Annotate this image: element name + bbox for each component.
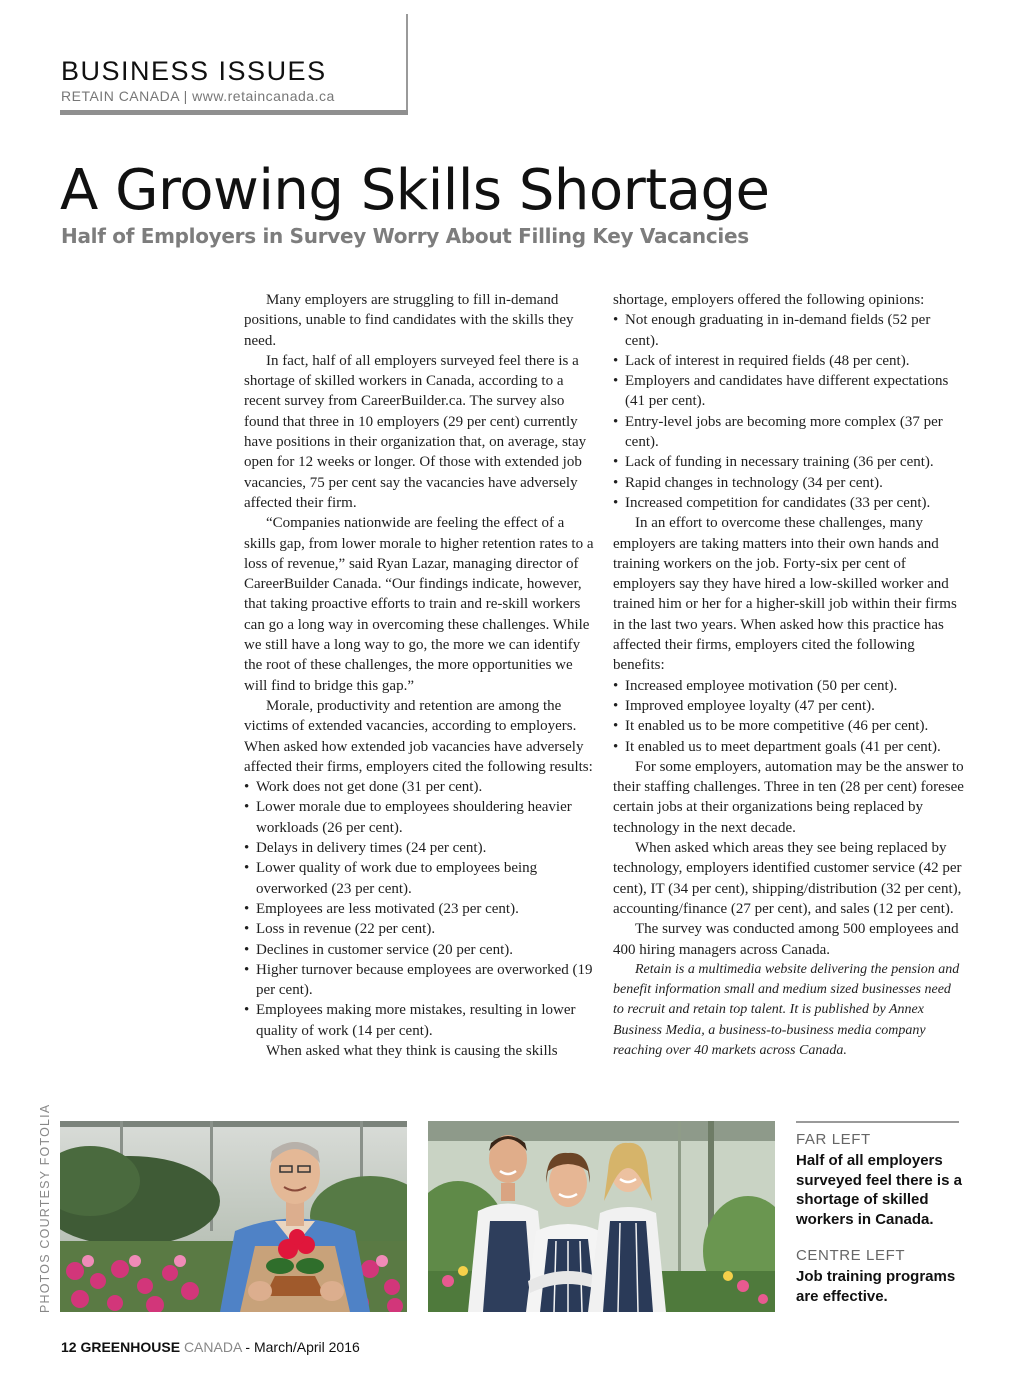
magazine-name: GREENHOUSE <box>80 1339 181 1355</box>
list-item: • Not enough graduating in in-demand fields (52 per cent). <box>613 310 965 351</box>
list-item: • Loss in revenue (22 per cent). <box>244 919 594 939</box>
paragraph: When asked what they think is causing the skills <box>266 1042 558 1059</box>
list-item: • Higher turnover because employees are overworked (19 per cent). <box>244 960 594 1001</box>
paragraph: In fact, half of all employers surveyed feel there is a shortage of skilled workers in Canada, according to a recent survey from CareerBuilder.ca. The survey also found that three in 10 employers (29 per cent) currently have positions in their organization that, on average, stay open for 12 weeks or longer. Of those with extended job vacancies, 75 per cent say the vacancies have adversely affected their firm. <box>244 352 587 511</box>
list-item: • Declines in customer service (20 per cent). <box>244 940 594 960</box>
list-item: • Increased competition for candidates (33 per cent). <box>613 493 965 513</box>
bullet-list <box>613 676 965 757</box>
page-number: 12 <box>61 1339 77 1355</box>
paragraph: In an effort to overcome these challenges, many employers are taking matters into their own hands and training workers on the job. Forty-six per cent of employers say they have hired a low-skilled worker and trained him or her for a higher-skill job within their firms in the last two years. When asked how this practice has affected their firms, employers cited the following benefits: <box>613 515 957 674</box>
magazine-name-suffix: CANADA <box>183 1339 242 1355</box>
list-item: • Lack of funding in necessary training (36 per cent). <box>613 452 965 472</box>
list-item: • Improved employee loyalty (47 per cent). <box>613 696 965 716</box>
author-bio: Retain is a multimedia website delivering the pension and benefit information small and medium sized businesses need to recruit and retain top talent. It is published by Annex Business Media, a business-to-business media company reaching over 40 markets across Canada. <box>613 961 960 1058</box>
caption-text-centre-left: Job training programs are effective. <box>796 1268 956 1305</box>
photo-greenhouse-worker <box>60 1121 407 1312</box>
list-item: • Employees are less motivated (23 per cent). <box>244 899 594 919</box>
list-item: • Work does not get done (31 per cent). <box>244 777 594 797</box>
caption-text-far-left: Half of all employers surveyed feel there is a shortage of skilled workers in Canada. <box>796 1152 962 1228</box>
young-workers-illustration <box>428 1121 775 1312</box>
photo-credit: PHOTOS COURTESY FOTOLIA <box>38 1103 52 1313</box>
list-item: • Employees making more mistakes, resulting in lower quality of work (14 per cent). <box>244 1000 594 1041</box>
list-item: • Entry-level jobs are becoming more complex (37 per cent). <box>613 412 965 453</box>
bullet-list <box>244 777 594 1041</box>
list-item: • Delays in delivery times (24 per cent). <box>244 838 594 858</box>
section-title: BUSINESS ISSUES <box>61 56 327 86</box>
issue-date: - March/April 2016 <box>245 1339 360 1355</box>
caption-heading-centre-left: CENTRE LEFT <box>796 1247 906 1264</box>
section-subtitle: RETAIN CANADA | www.retaincanada.ca <box>61 88 335 104</box>
photo-young-workers <box>428 1121 775 1312</box>
list-item: • It enabled us to be more competitive (46 per cent). <box>613 716 965 736</box>
article-title: A Growing Skills Shortage <box>60 158 770 223</box>
list-item: • Lack of interest in required fields (48 per cent). <box>613 351 965 371</box>
list-item: • Rapid changes in technology (34 per cent). <box>613 473 965 493</box>
greenhouse-worker-illustration <box>60 1121 407 1312</box>
paragraph: Morale, productivity and retention are among the victims of extended vacancies, according to employers. When asked how extended job vacancies have adversely affected their firms, employers cited the following results: <box>244 697 593 775</box>
section-header <box>60 14 408 115</box>
list-item: • Lower morale due to employees shouldering heavier workloads (26 per cent). <box>244 797 594 838</box>
paragraph: For some employers, automation may be the answer to their staffing challenges. Three in ten (28 per cent) foresee certain jobs at their organizations being replaced by technology in the next decade. <box>613 758 964 836</box>
header-divider-horizontal <box>60 110 408 115</box>
caption-divider <box>796 1121 959 1123</box>
paragraph: Many employers are struggling to fill in-demand positions, unable to find candidates with the skills they need. <box>244 292 574 349</box>
paragraph: shortage, employers offered the following opinions: <box>613 292 925 308</box>
article-subtitle: Half of Employers in Survey Worry About Filling Key Vacancies <box>61 224 749 248</box>
caption-heading-far-left: FAR LEFT <box>796 1131 871 1148</box>
list-item: • Increased employee motivation (50 per cent). <box>613 676 965 696</box>
list-item: • Employers and candidates have different expectations (41 per cent). <box>613 371 965 412</box>
paragraph: “Companies nationwide are feeling the effect of a skills gap, from lower morale to higher retention rates to a loss of revenue,” said Ryan Lazar, managing director of CareerBuilder Canada. “Our findings indicate, however, that taking proactive efforts to train and re-skill workers can go a long way in overcoming these challenges. While we still have a long way to go, the more we can identify the root of these challenges, the more opportunities we will find to bridge this gap.” <box>244 515 594 694</box>
paragraph: The survey was conducted among 500 employees and 400 hiring managers across Canada. <box>613 921 959 958</box>
header-divider-vertical <box>406 14 408 115</box>
list-item: • It enabled us to meet department goals (41 per cent). <box>613 737 965 757</box>
list-item: • Lower quality of work due to employees being overworked (23 per cent). <box>244 858 594 899</box>
article-column-2 <box>613 290 965 1061</box>
page-footer <box>61 1339 360 1355</box>
bullet-list <box>613 310 965 513</box>
article-column-1 <box>244 290 594 1061</box>
paragraph: When asked which areas they see being replaced by technology, employers identified customer service (42 per cent), IT (34 per cent), shipping/distribution (32 per cent), accounting/finance (27 per cent), and sales (12 per cent). <box>613 840 962 917</box>
